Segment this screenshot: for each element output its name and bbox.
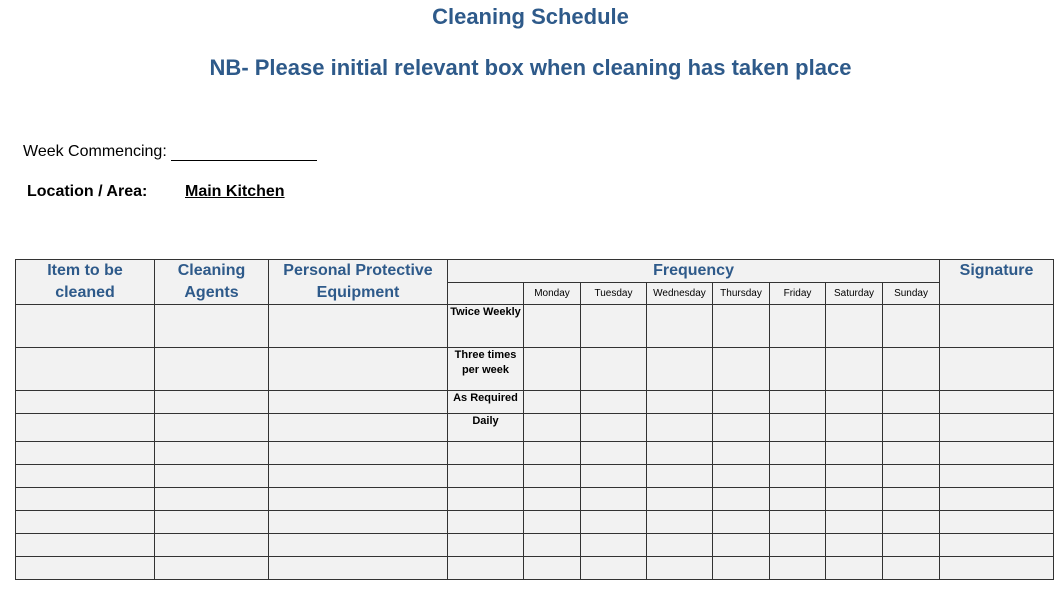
day-tuesday: Tuesday	[581, 283, 647, 305]
frequency-label-column	[448, 283, 524, 305]
empty-cell[interactable]	[448, 442, 524, 465]
empty-cell[interactable]	[581, 488, 647, 511]
empty-cell[interactable]	[581, 534, 647, 557]
empty-cell[interactable]	[524, 442, 581, 465]
empty-cell[interactable]	[269, 557, 448, 580]
empty-cell[interactable]	[269, 442, 448, 465]
empty-cell[interactable]	[713, 442, 770, 465]
empty-cell[interactable]	[524, 534, 581, 557]
day-cell[interactable]	[826, 348, 883, 391]
day-cell[interactable]	[647, 305, 713, 348]
empty-cell[interactable]	[647, 557, 713, 580]
empty-cell[interactable]	[155, 488, 269, 511]
empty-cell[interactable]	[940, 488, 1054, 511]
page-title: Cleaning Schedule	[432, 4, 629, 29]
empty-cell[interactable]	[581, 465, 647, 488]
empty-cell[interactable]	[940, 557, 1054, 580]
empty-cell[interactable]	[826, 465, 883, 488]
day-cell[interactable]	[647, 348, 713, 391]
day-cell[interactable]	[581, 305, 647, 348]
empty-cell[interactable]	[524, 511, 581, 534]
ppe-cell[interactable]	[269, 391, 448, 414]
empty-cell[interactable]	[16, 442, 155, 465]
table-row	[16, 442, 1054, 465]
day-sunday: Sunday	[883, 283, 940, 305]
day-saturday: Saturday	[826, 283, 883, 305]
day-wednesday: Wednesday	[647, 283, 713, 305]
day-cell[interactable]	[883, 414, 940, 442]
day-cell[interactable]	[883, 391, 940, 414]
day-cell[interactable]	[826, 391, 883, 414]
empty-cell[interactable]	[883, 442, 940, 465]
day-cell[interactable]	[647, 391, 713, 414]
frequency-label: Three times per week	[448, 348, 524, 391]
day-cell[interactable]	[826, 414, 883, 442]
item-cell[interactable]	[16, 305, 155, 348]
day-cell[interactable]	[524, 414, 581, 442]
empty-cell[interactable]	[883, 534, 940, 557]
empty-cell[interactable]	[155, 465, 269, 488]
empty-cell[interactable]	[16, 511, 155, 534]
table-row	[16, 465, 1054, 488]
empty-cell[interactable]	[826, 557, 883, 580]
empty-cell[interactable]	[647, 465, 713, 488]
day-cell[interactable]	[883, 305, 940, 348]
day-cell[interactable]	[883, 348, 940, 391]
day-cell[interactable]	[770, 348, 826, 391]
table-row	[16, 511, 1054, 534]
day-cell[interactable]	[713, 348, 770, 391]
signature-cell[interactable]	[940, 305, 1054, 348]
empty-cell[interactable]	[16, 488, 155, 511]
empty-cell[interactable]	[155, 557, 269, 580]
item-cell[interactable]	[16, 391, 155, 414]
empty-cell[interactable]	[647, 442, 713, 465]
empty-cell[interactable]	[155, 511, 269, 534]
empty-cell[interactable]	[770, 534, 826, 557]
table-row	[16, 391, 1054, 414]
empty-cell[interactable]	[448, 488, 524, 511]
empty-cell[interactable]	[155, 534, 269, 557]
day-cell[interactable]	[713, 305, 770, 348]
day-thursday: Thursday	[713, 283, 770, 305]
empty-cell[interactable]	[647, 534, 713, 557]
empty-cell[interactable]	[269, 488, 448, 511]
cleaning-schedule-table	[15, 259, 1054, 580]
empty-cell[interactable]	[770, 511, 826, 534]
item-cell[interactable]	[16, 348, 155, 391]
day-cell[interactable]	[524, 305, 581, 348]
frequency-label: Daily	[448, 414, 524, 442]
empty-cell[interactable]	[940, 511, 1054, 534]
week-commencing-label: Week Commencing:	[23, 143, 167, 160]
agents-cell[interactable]	[155, 305, 269, 348]
day-cell[interactable]	[524, 391, 581, 414]
empty-cell[interactable]	[448, 511, 524, 534]
header-signature: Signature	[940, 260, 1054, 305]
empty-cell[interactable]	[269, 465, 448, 488]
empty-cell[interactable]	[770, 465, 826, 488]
empty-cell[interactable]	[883, 557, 940, 580]
empty-cell[interactable]	[826, 534, 883, 557]
week-commencing	[23, 143, 317, 161]
header-agents: Cleaning Agents	[155, 260, 269, 305]
day-cell[interactable]	[581, 391, 647, 414]
page-subtitle: NB- Please initial relevant box when cleaning has taken place	[209, 55, 852, 80]
location-value: Main Kitchen	[185, 183, 285, 200]
ppe-cell[interactable]	[269, 305, 448, 348]
empty-cell[interactable]	[581, 511, 647, 534]
empty-cell[interactable]	[16, 534, 155, 557]
empty-cell[interactable]	[448, 557, 524, 580]
ppe-cell[interactable]	[269, 414, 448, 442]
frequency-label: As Required	[448, 391, 524, 414]
agents-cell[interactable]	[155, 348, 269, 391]
table-row	[16, 305, 1054, 348]
day-cell[interactable]	[524, 348, 581, 391]
day-cell[interactable]	[581, 414, 647, 442]
empty-cell[interactable]	[713, 557, 770, 580]
frequency-label: Twice Weekly	[448, 305, 524, 348]
day-cell[interactable]	[647, 414, 713, 442]
empty-cell[interactable]	[524, 488, 581, 511]
empty-cell[interactable]	[647, 488, 713, 511]
week-commencing-field[interactable]	[171, 144, 317, 161]
empty-cell[interactable]	[647, 511, 713, 534]
header-frequency: Frequency	[448, 260, 940, 283]
day-friday: Friday	[770, 283, 826, 305]
empty-cell[interactable]	[826, 511, 883, 534]
table-row	[16, 488, 1054, 511]
empty-cell[interactable]	[713, 534, 770, 557]
day-cell[interactable]	[581, 348, 647, 391]
empty-cell[interactable]	[713, 488, 770, 511]
empty-cell[interactable]	[713, 465, 770, 488]
signature-cell[interactable]	[940, 414, 1054, 442]
empty-cell[interactable]	[770, 488, 826, 511]
ppe-cell[interactable]	[269, 348, 448, 391]
empty-cell[interactable]	[713, 511, 770, 534]
empty-cell[interactable]	[448, 465, 524, 488]
signature-cell[interactable]	[940, 348, 1054, 391]
day-cell[interactable]	[713, 414, 770, 442]
empty-cell[interactable]	[770, 557, 826, 580]
location-label: Location / Area:	[27, 183, 148, 200]
empty-cell[interactable]	[826, 488, 883, 511]
empty-cell[interactable]	[524, 465, 581, 488]
day-cell[interactable]	[770, 305, 826, 348]
empty-cell[interactable]	[826, 442, 883, 465]
day-cell[interactable]	[826, 305, 883, 348]
empty-cell[interactable]	[883, 488, 940, 511]
empty-cell[interactable]	[581, 557, 647, 580]
empty-cell[interactable]	[269, 511, 448, 534]
empty-cell[interactable]	[16, 557, 155, 580]
table-row	[16, 348, 1054, 391]
empty-cell[interactable]	[524, 557, 581, 580]
agents-cell[interactable]	[155, 391, 269, 414]
empty-cell[interactable]	[883, 465, 940, 488]
table-row	[16, 534, 1054, 557]
day-monday: Monday	[524, 283, 581, 305]
agents-cell[interactable]	[155, 414, 269, 442]
empty-cell[interactable]	[155, 442, 269, 465]
empty-cell[interactable]	[940, 442, 1054, 465]
empty-cell[interactable]	[883, 511, 940, 534]
item-cell[interactable]	[16, 414, 155, 442]
empty-cell[interactable]	[448, 534, 524, 557]
day-cell[interactable]	[770, 414, 826, 442]
header-ppe: Personal Protective Equipment	[269, 260, 448, 305]
empty-cell[interactable]	[581, 442, 647, 465]
day-cell[interactable]	[713, 391, 770, 414]
header-item: Item to be cleaned	[16, 260, 155, 305]
empty-cell[interactable]	[940, 465, 1054, 488]
empty-cell[interactable]	[770, 442, 826, 465]
table-row	[16, 414, 1054, 442]
empty-cell[interactable]	[16, 465, 155, 488]
table-row	[16, 557, 1054, 580]
empty-cell[interactable]	[269, 534, 448, 557]
day-cell[interactable]	[770, 391, 826, 414]
empty-cell[interactable]	[940, 534, 1054, 557]
signature-cell[interactable]	[940, 391, 1054, 414]
